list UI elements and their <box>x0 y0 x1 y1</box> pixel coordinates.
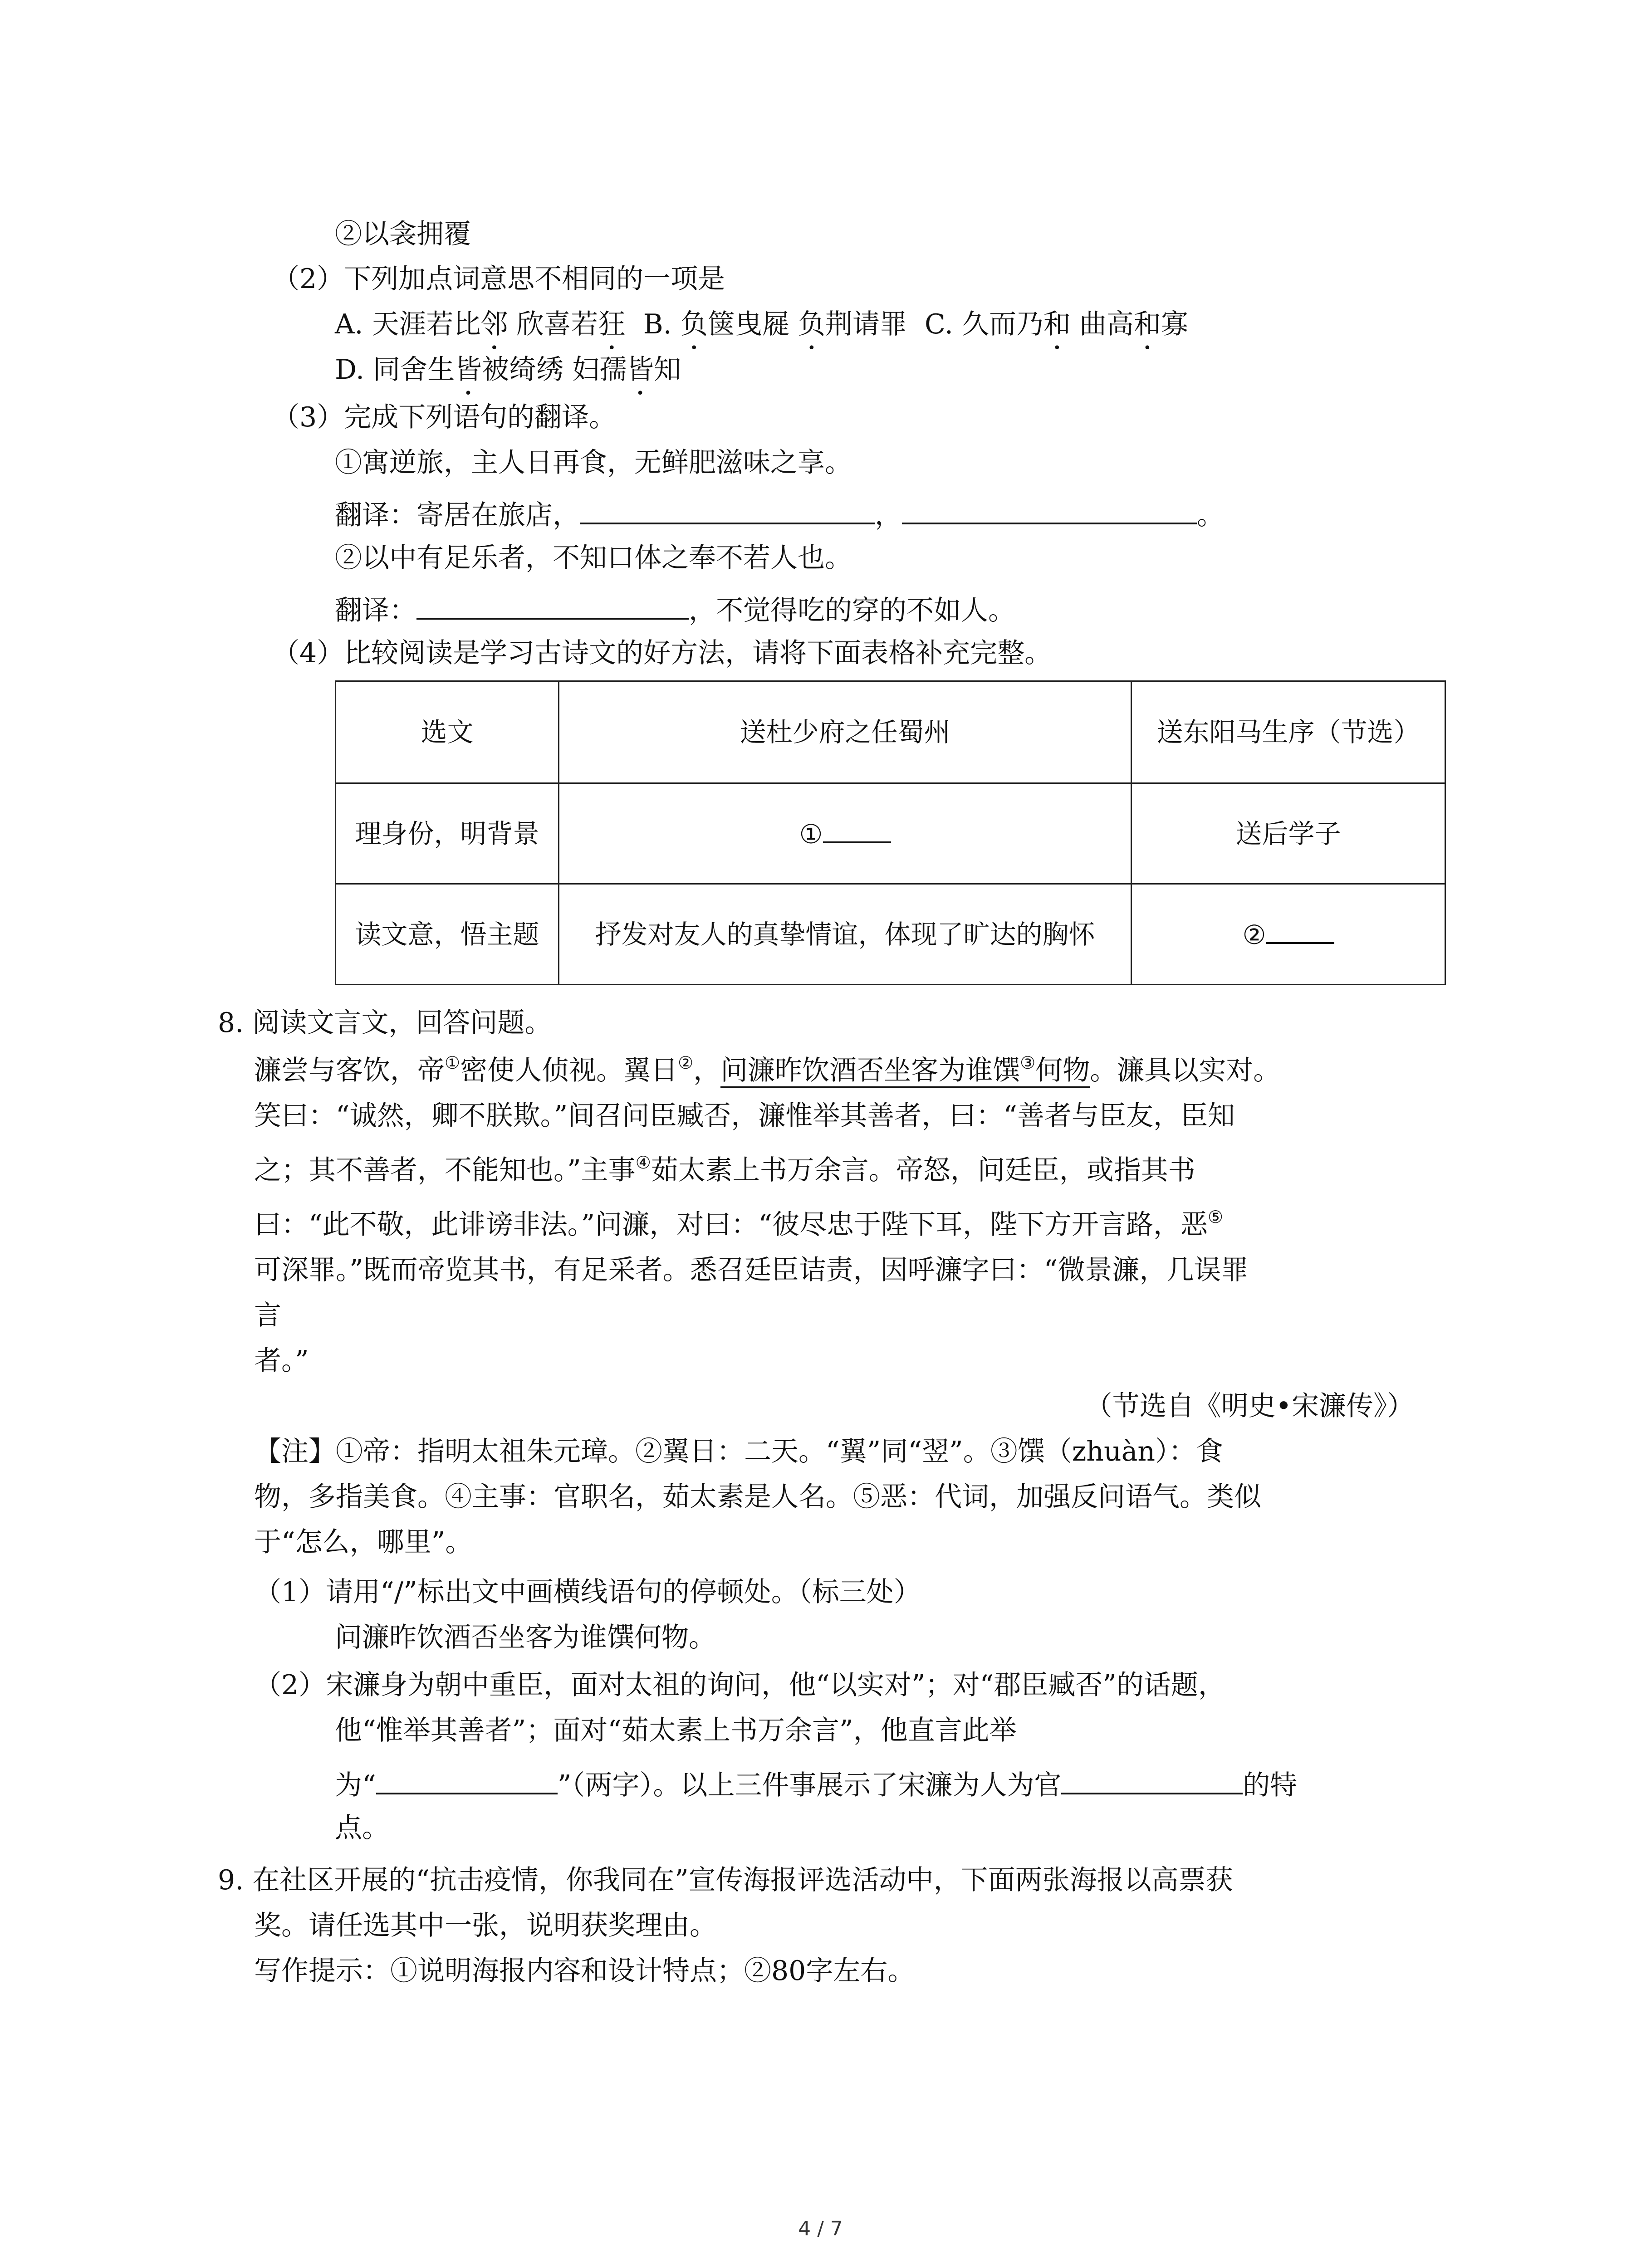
answer-blank-5[interactable] <box>1266 915 1334 944</box>
table-cell: 抒发对友人的真挚情谊，体现了旷达的胸怀 <box>559 884 1132 985</box>
table-cell: ② <box>1132 884 1445 985</box>
q7-sub2-label: （2） <box>272 263 344 295</box>
note-line-3: 于“怎么，哪里”。 <box>254 1526 473 1558</box>
option-c: C. 久而乃和 曲高和寡 <box>925 308 1189 340</box>
table-cell: 理身份，明背景 <box>336 783 559 884</box>
answer-blank-6[interactable] <box>376 1765 558 1794</box>
table-cell: 送杜少府之任蜀州 <box>559 681 1132 783</box>
q7-sub4-label: （4） <box>272 637 344 669</box>
note-line-2: 物，多指美食。④主事：官职名，茹太素是人名。⑤恶：代词，加强反问语气。类似 <box>254 1481 1261 1513</box>
prev-item-line: ②以衾拥覆 <box>335 218 471 250</box>
answer-blank-1[interactable] <box>580 494 875 524</box>
option-d: D. 同舍生皆被绮绣 妇孺皆知 <box>335 354 681 386</box>
q7-sub3-translation1: 翻译：寄居在旅店， ， 。 <box>335 494 1224 533</box>
q8-sub2-line-2: 他“惟举其善者”；面对“茹太素上书万余言”，他直言此举 <box>335 1715 1017 1746</box>
table-header-row <box>336 681 1445 783</box>
table-cell: 送东阳马生序（节选） <box>1132 681 1445 783</box>
q7-sub4-stem: 比较阅读是学习古诗文的好方法，请将下面表格补充完整。 <box>344 637 1052 669</box>
q8-sub1-line: （1）请用“/”标出文中画横线语句的停顿处。（标三处） <box>254 1576 921 1608</box>
q8-title: 8. 阅读文言文，回答问题。 <box>218 1007 552 1039</box>
q7-sub2-options-row2 <box>335 352 681 401</box>
passage-line-1: 濂尝与客饮，帝①密使人侦视。翼日②，问濂昨饮酒否坐客为谁馔③何物。濂具以实对。 <box>254 1052 1280 1092</box>
option-b: B. 负箧曳屣 负荆请罪 <box>643 308 907 340</box>
answer-blank-2[interactable] <box>902 494 1197 524</box>
passage-line-2: 笑曰：“诚然，卿不朕欺。”间召问臣臧否，濂惟举其善者，曰：“善者与臣友，臣知 <box>254 1100 1235 1132</box>
q7-sub3-label: （3） <box>272 401 344 433</box>
q7-sub3-translation2: 翻译： ，不觉得吃的穿的不如人。 <box>335 590 1015 629</box>
q8-sub2-line-1: （2）宋濂身为朝中重臣，面对太祖的询问，他“以实对”；对“郡臣臧否”的话题， <box>254 1669 1225 1701</box>
q7-sub2-line <box>272 261 725 297</box>
option-a: A. 天涯若比邻 欣喜若狂 <box>335 308 626 340</box>
note-line-1: 【注】①帝：指明太祖朱元璋。②翼日：二天。“翼”同“翌”。③馔（zhuàn）：食 <box>254 1436 1224 1467</box>
passage-line-7: 者。” <box>254 1345 309 1377</box>
table-cell: 选文 <box>336 681 559 783</box>
q7-sub3-stem: 完成下列语句的翻译。 <box>344 401 617 433</box>
q7-sub4-line <box>272 635 1052 671</box>
q9-line-2: 奖。请任选其中一张，说明获奖理由。 <box>254 1910 717 1941</box>
q7-sub2-stem: 下列加点词意思不相同的一项是 <box>344 263 725 295</box>
q7-sub2-options-row1 <box>335 306 1188 356</box>
passage-line-6: 言 <box>254 1300 281 1331</box>
q7-sub3-line <box>272 399 616 435</box>
table-cell: 读文意，悟主题 <box>336 884 559 985</box>
q8-sub2-line-4: 点。 <box>335 1812 389 1844</box>
answer-blank-7[interactable] <box>1061 1765 1243 1794</box>
page-number: 4 / 7 <box>798 2217 843 2240</box>
table-cell: 送后学子 <box>1132 783 1445 884</box>
table-row <box>336 884 1445 985</box>
passage-line-5: 可深罪。”既而帝览其书，有足采者。悉召廷臣诘责，因呼濂字曰：“微景濂，几误罪 <box>254 1254 1249 1286</box>
answer-blank-3[interactable] <box>416 590 689 620</box>
underlined-sentence: 问濂昨饮酒否坐客为谁馔③何物 <box>720 1055 1090 1088</box>
q8-sub1-text: 问濂昨饮酒否坐客为谁馔何物。 <box>335 1622 716 1653</box>
comparison-table <box>335 680 1446 985</box>
q7-sub3-sentence2: ②以中有足乐者，不知口体之奉不若人也。 <box>335 542 852 574</box>
passage-line-3: 之；其不善者，不能知也。”主事④茹太素上书万余言。帝怒，问廷臣，或指其书 <box>254 1153 1195 1186</box>
passage-source: （节选自《明史•宋濂传》） <box>1085 1390 1414 1422</box>
passage-line-4: 曰：“此不敬，此诽谤非法。”问濂，对曰：“彼尽忠于陛下耳，陛下方开言路，恶⑤ <box>254 1207 1224 1241</box>
q9-line-3: 写作提示：①说明海报内容和设计特点；②80字左右。 <box>254 1955 915 1987</box>
q8-sub2-line-3: 为“ ”（两字）。以上三件事展示了宋濂为人为官 的特 <box>335 1765 1297 1804</box>
table-cell: ① <box>559 783 1132 884</box>
answer-blank-4[interactable] <box>823 814 891 843</box>
q9-line-1: 9. 在社区开展的“抗击疫情，你我同在”宣传海报评选活动中，下面两张海报以高票获 <box>218 1864 1233 1896</box>
q7-sub3-sentence1: ①寓逆旅，主人日再食，无鲜肥滋味之享。 <box>335 447 852 479</box>
table-row <box>336 783 1445 884</box>
